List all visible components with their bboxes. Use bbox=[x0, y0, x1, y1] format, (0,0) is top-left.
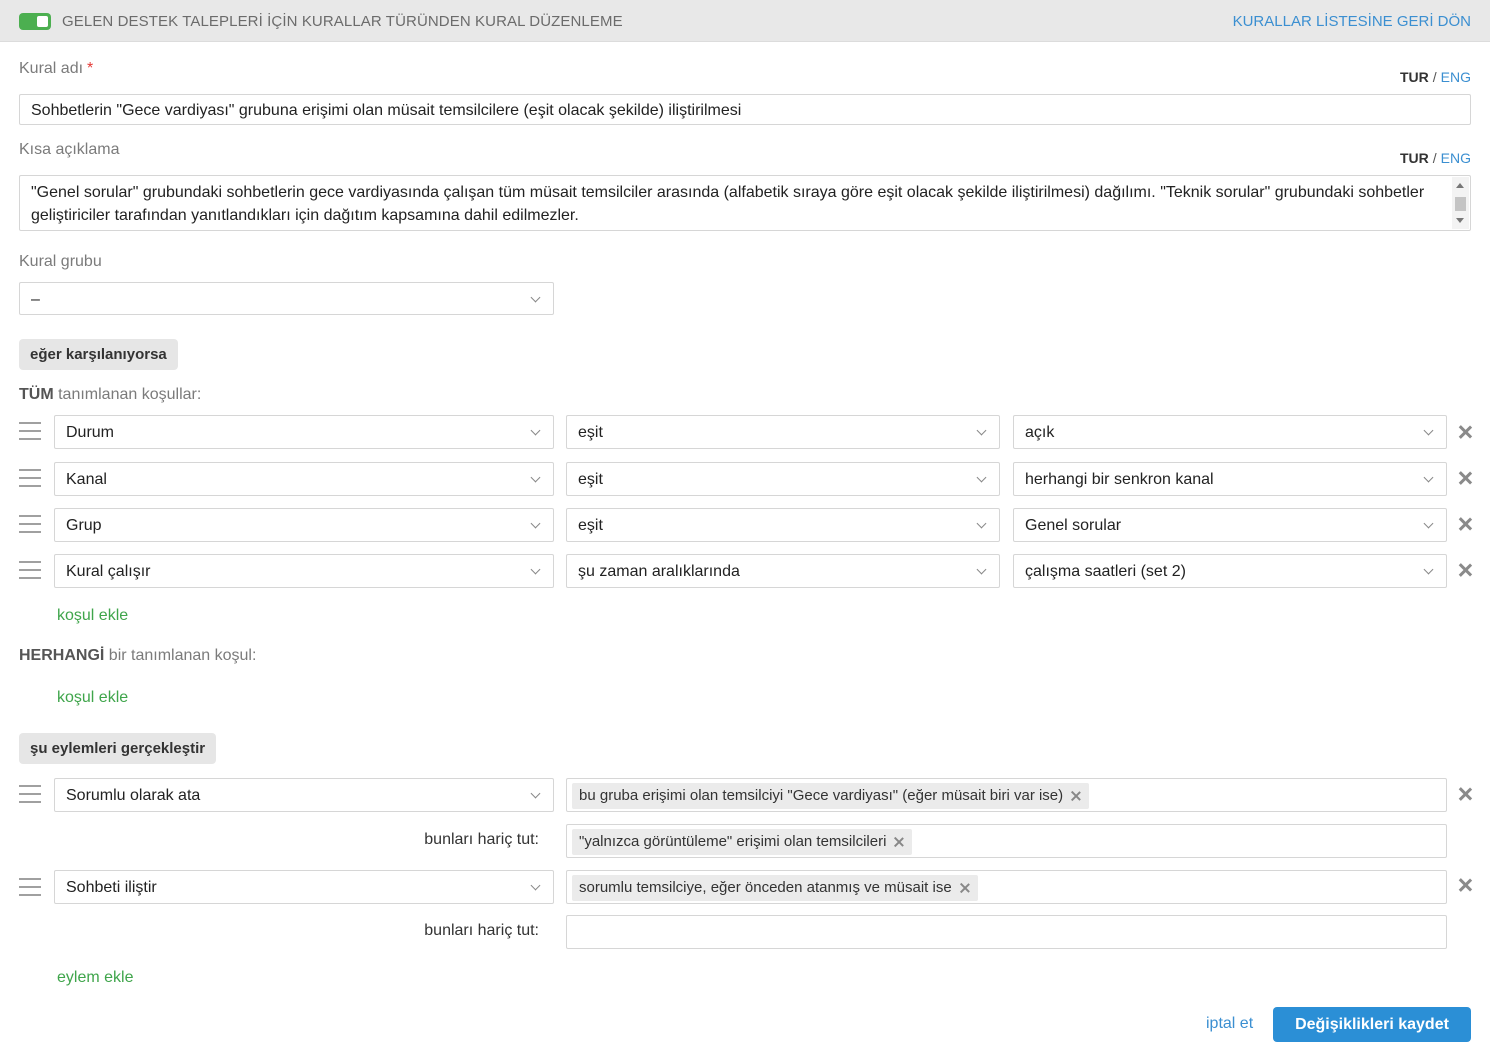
remove-condition-icon[interactable] bbox=[1458, 563, 1472, 577]
chevron-down-icon bbox=[531, 565, 541, 575]
remove-condition-icon[interactable] bbox=[1458, 517, 1472, 531]
chevron-down-icon bbox=[1424, 565, 1434, 575]
chevron-down-icon bbox=[531, 473, 541, 483]
action-target-tag-input[interactable] bbox=[566, 778, 1447, 812]
condition-value-select[interactable]: Genel sorular bbox=[1013, 508, 1447, 542]
toggle-knob bbox=[37, 16, 48, 27]
page-title: GELEN DESTEK TALEPLERİ İÇİN KURALLAR TÜRÜNDEN KURAL DÜZENLEME bbox=[62, 13, 623, 30]
rule-group-select[interactable]: – bbox=[19, 282, 554, 315]
lang-tur[interactable]: TUR bbox=[1399, 69, 1429, 85]
drag-handle-icon[interactable] bbox=[19, 878, 41, 896]
exclude-tag: "yalnızca görüntüleme" erişimi olan temsilcileri bbox=[572, 829, 912, 855]
short-description-label: Kısa açıklama bbox=[19, 141, 120, 158]
condition-operator-select[interactable]: eşit bbox=[566, 462, 1000, 496]
textarea-scrollbar[interactable] bbox=[1452, 177, 1469, 229]
action-type-select[interactable]: Sorumlu olarak ata bbox=[54, 778, 554, 812]
exclude-tag-input[interactable] bbox=[566, 915, 1447, 949]
cancel-link[interactable]: iptal et bbox=[1206, 1015, 1254, 1032]
chevron-down-icon bbox=[531, 881, 541, 891]
exclude-label: bunları hariç tut: bbox=[424, 922, 539, 939]
remove-action-icon[interactable] bbox=[1458, 878, 1472, 892]
add-condition-any-link[interactable]: koşul ekle bbox=[57, 689, 129, 706]
remove-condition-icon[interactable] bbox=[1458, 425, 1472, 439]
lang-eng[interactable]: ENG bbox=[1440, 69, 1471, 85]
condition-operator-select[interactable]: eşit bbox=[566, 415, 1000, 449]
rule-name-input[interactable]: Sohbetlerin "Gece vardiyası" grubuna erişimi olan müsait temsilcilere (eşit olacak şekilde) iliştirilmesi bbox=[19, 94, 1471, 125]
scroll-down-icon[interactable] bbox=[1456, 218, 1464, 223]
remove-tag-icon[interactable] bbox=[960, 883, 970, 893]
condition-value-select[interactable]: çalışma saatleri (set 2) bbox=[1013, 554, 1447, 588]
chevron-down-icon bbox=[531, 293, 541, 303]
chevron-down-icon bbox=[1424, 473, 1434, 483]
action-target-tag-input[interactable] bbox=[566, 870, 1447, 904]
exclude-tag-input[interactable] bbox=[566, 824, 1447, 858]
drag-handle-icon[interactable] bbox=[19, 785, 41, 803]
actions-section-title: şu eylemleri gerçekleştir bbox=[19, 733, 216, 764]
condition-operator-select[interactable]: eşit bbox=[566, 508, 1000, 542]
chevron-down-icon bbox=[1424, 519, 1434, 529]
remove-tag-icon[interactable] bbox=[1071, 791, 1081, 801]
rule-name-label: Kural adı * bbox=[19, 60, 94, 77]
rule-name-language-switch: TUR / ENG bbox=[1399, 69, 1471, 85]
chevron-down-icon bbox=[977, 565, 987, 575]
drag-handle-icon[interactable] bbox=[19, 422, 41, 440]
condition-operator-select[interactable]: şu zaman aralıklarında bbox=[566, 554, 1000, 588]
drag-handle-icon[interactable] bbox=[19, 515, 41, 533]
chevron-down-icon bbox=[977, 473, 987, 483]
lang-tur[interactable]: TUR bbox=[1399, 150, 1429, 166]
back-to-rules-link[interactable]: KURALLAR LİSTESİNE GERİ DÖN bbox=[1232, 13, 1471, 30]
drag-handle-icon[interactable] bbox=[19, 469, 41, 487]
chevron-down-icon bbox=[531, 426, 541, 436]
chevron-down-icon bbox=[531, 519, 541, 529]
remove-action-icon[interactable] bbox=[1458, 787, 1472, 801]
chevron-down-icon bbox=[531, 789, 541, 799]
condition-field-select[interactable]: Durum bbox=[54, 415, 554, 449]
short-description-textarea[interactable]: "Genel sorular" grubundaki sohbetlerin gece vardiyasında çalışan tüm müsait temsilciler arasında (alfabetik sıraya göre eşit olacak şekilde iliştirilmesi) dağılımı. "Teknik sorular" grubundaki sohbetler geliştiriciler tarafından yanıtlandıkları için dağıtım kapsamına dahil edilmezler. bbox=[19, 175, 1471, 231]
drag-handle-icon[interactable] bbox=[19, 561, 41, 579]
condition-value-select[interactable]: açık bbox=[1013, 415, 1447, 449]
conditions-section-title: eğer karşılanıyorsa bbox=[19, 339, 178, 370]
scroll-thumb[interactable] bbox=[1455, 197, 1466, 211]
chevron-down-icon bbox=[977, 426, 987, 436]
rule-group-label: Kural grubu bbox=[19, 253, 102, 270]
remove-condition-icon[interactable] bbox=[1458, 471, 1472, 485]
scroll-up-icon[interactable] bbox=[1456, 183, 1464, 188]
chevron-down-icon bbox=[977, 519, 987, 529]
condition-value-select[interactable]: herhangi bir senkron kanal bbox=[1013, 462, 1447, 496]
action-target-tag: bu gruba erişimi olan temsilciyi "Gece vardiyası" (eğer müsait biri var ise) bbox=[572, 783, 1089, 809]
required-mark: * bbox=[87, 60, 94, 77]
short-description-language-switch: TUR / ENG bbox=[1399, 150, 1471, 166]
lang-eng[interactable]: ENG bbox=[1440, 150, 1471, 166]
remove-tag-icon[interactable] bbox=[894, 837, 904, 847]
condition-field-select[interactable]: Grup bbox=[54, 508, 554, 542]
action-type-select[interactable]: Sohbeti iliştir bbox=[54, 870, 554, 904]
add-action-link[interactable]: eylem ekle bbox=[57, 969, 134, 986]
any-conditions-label: HERHANGİ bir tanımlanan koşul: bbox=[19, 647, 257, 664]
save-changes-button[interactable]: Değişiklikleri kaydet bbox=[1273, 1007, 1471, 1042]
exclude-label: bunları hariç tut: bbox=[424, 831, 539, 848]
rule-active-toggle[interactable] bbox=[19, 13, 51, 30]
page-header bbox=[0, 0, 1490, 42]
all-conditions-label: TÜM tanımlanan koşullar: bbox=[19, 386, 202, 403]
add-condition-all-link[interactable]: koşul ekle bbox=[57, 607, 129, 624]
chevron-down-icon bbox=[1424, 426, 1434, 436]
condition-field-select[interactable]: Kanal bbox=[54, 462, 554, 496]
action-target-tag: sorumlu temsilciye, eğer önceden atanmış ve müsait ise bbox=[572, 875, 978, 901]
condition-field-select[interactable]: Kural çalışır bbox=[54, 554, 554, 588]
